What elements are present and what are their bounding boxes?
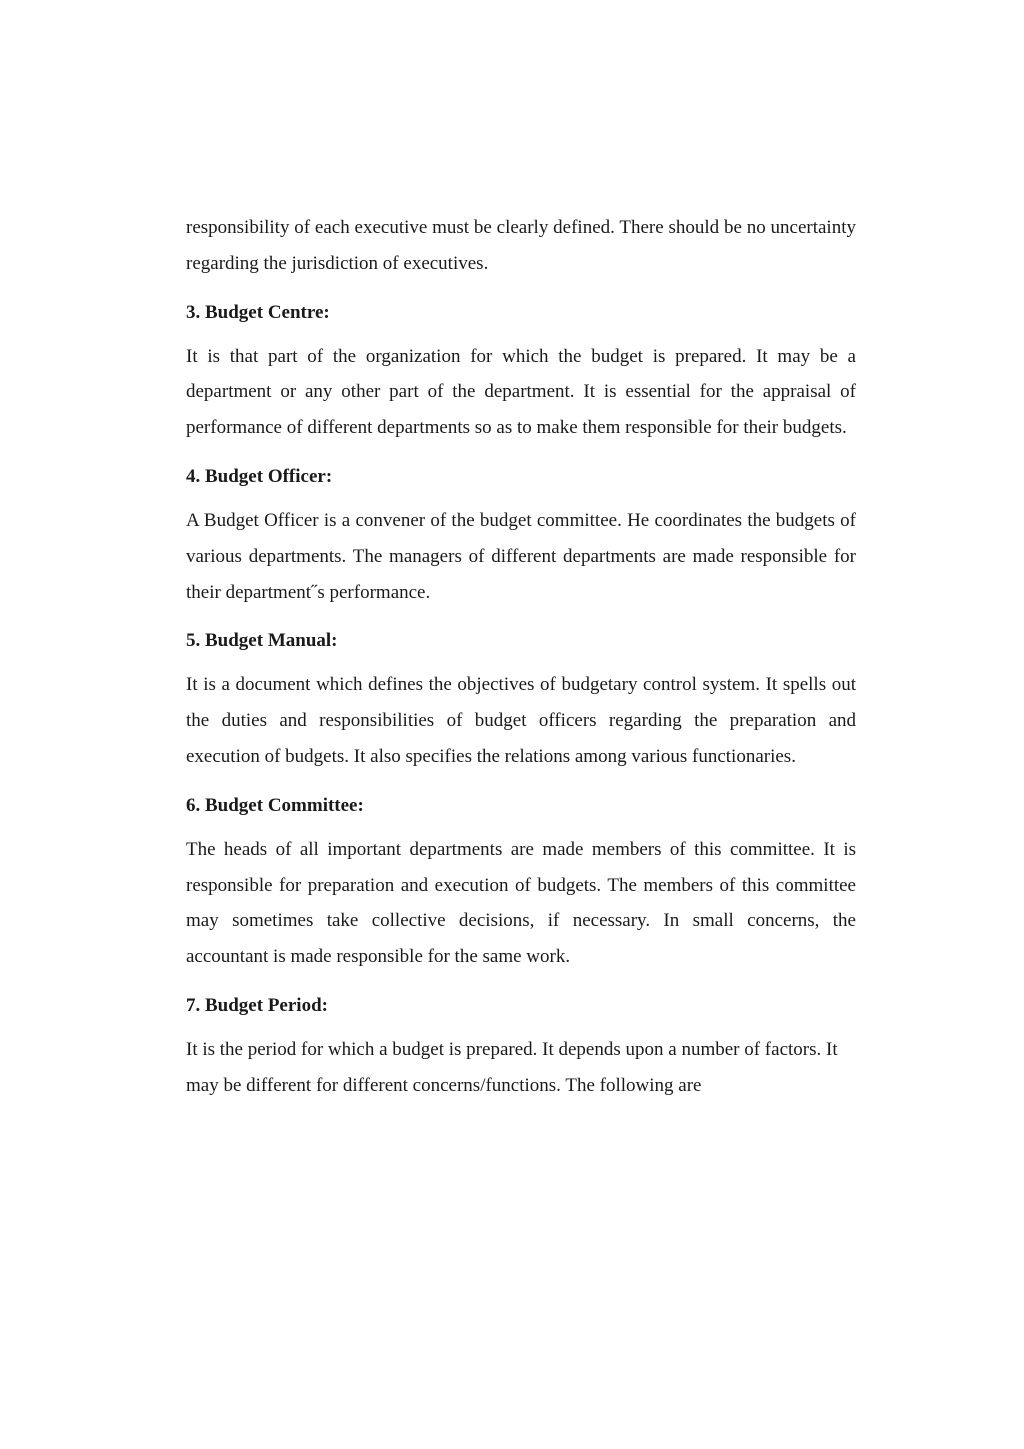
section-body: The heads of all important departments are made members of this committee. It is responsible for preparation and execution of budgets. The members of this committee may sometimes take collective decisions, if necessary. In small concerns, the accountant is made responsible for the same work. bbox=[186, 838, 856, 968]
section-budget-period bbox=[186, 994, 856, 1104]
section-heading: 3. Budget Centre: bbox=[186, 301, 330, 323]
intro-paragraph: responsibility of each executive must be clearly defined. There should be no uncertainty regarding the jurisdiction of executives. bbox=[186, 217, 856, 274]
section-heading: 5. Budget Manual: bbox=[186, 630, 338, 652]
spacer bbox=[186, 975, 856, 994]
section-body: It is that part of the organization for which the budget is prepared. It may be a department or any other part of the department. It is essential for the appraisal of performance of different departments so as to make them responsible for their budgets. bbox=[186, 345, 856, 439]
spacer bbox=[186, 818, 856, 832]
section-budget-committee bbox=[186, 794, 856, 975]
section-budget-manual bbox=[186, 629, 856, 774]
section-body: It is a document which defines the objectives of budgetary control system. It spells out the duties and responsibilities of budget officers regarding the preparation and execution of budgets. It also specifies the relations among various functionaries. bbox=[186, 674, 856, 767]
section-budget-centre bbox=[186, 301, 856, 446]
section-body: A Budget Officer is a convener of the budget committee. He coordinates the budgets of various departments. The managers of different departments are made responsible for their department˝s performance. bbox=[186, 509, 856, 603]
spacer bbox=[186, 282, 856, 301]
spacer bbox=[186, 446, 856, 465]
spacer bbox=[186, 775, 856, 794]
spacer bbox=[186, 489, 856, 503]
spacer bbox=[186, 1018, 856, 1032]
section-budget-officer bbox=[186, 465, 856, 610]
spacer bbox=[186, 610, 856, 629]
spacer bbox=[186, 653, 856, 667]
document-page bbox=[186, 210, 856, 1104]
section-heading: 4. Budget Officer: bbox=[186, 465, 333, 487]
section-body: It is the period for which a budget is prepared. It depends upon a number of factors. It may be different for different concerns/functions. The following are bbox=[186, 1038, 838, 1096]
section-heading: 6. Budget Committee: bbox=[186, 794, 364, 816]
section-heading: 7. Budget Period: bbox=[186, 994, 328, 1016]
spacer bbox=[186, 325, 856, 339]
